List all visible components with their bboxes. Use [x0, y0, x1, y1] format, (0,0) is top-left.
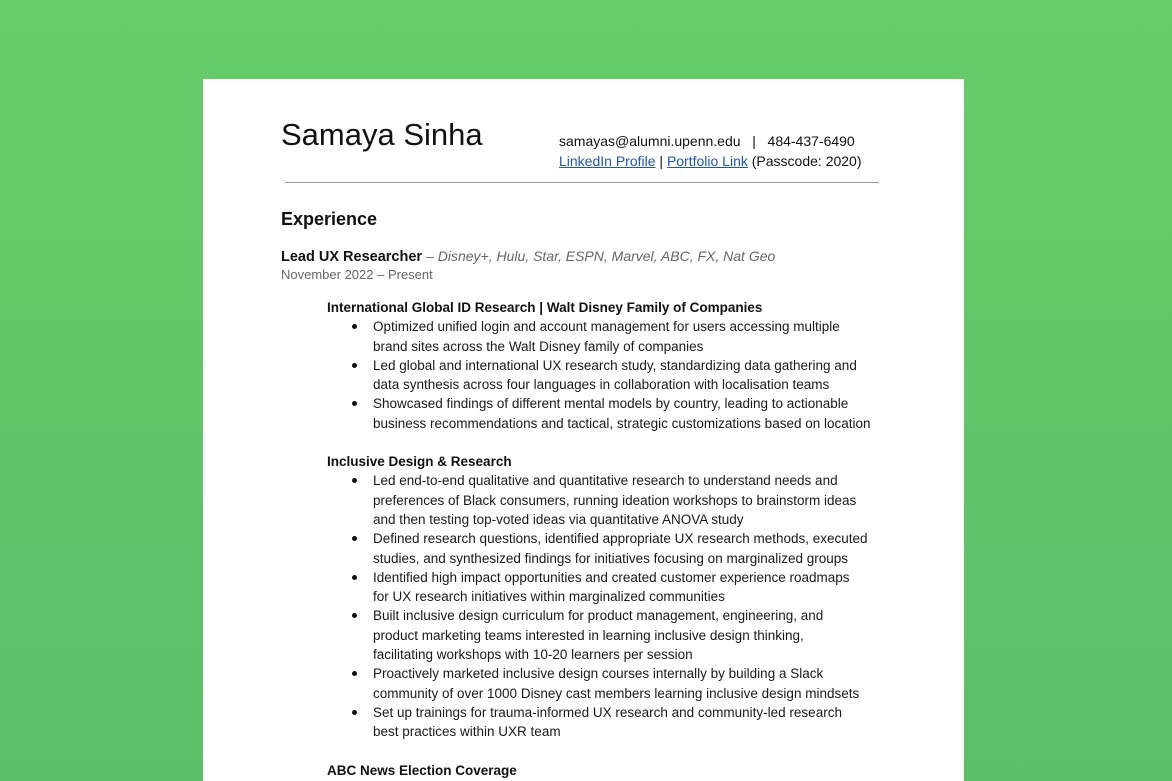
project-list: [327, 298, 897, 781]
bullet-text-line: product marketing teams interested in learning inclusive design thinking,: [373, 627, 804, 643]
project-block: [327, 452, 897, 741]
bullet-text-line: business recommendations and tactical, strategic customizations based on location: [373, 415, 871, 431]
project-title: International Global ID Research | Walt Disney Family of Companies: [327, 300, 763, 315]
candidate-name: Samaya Sinha: [281, 117, 483, 152]
phone-text: 484-437-6490: [767, 133, 855, 149]
bullet-item: [327, 394, 897, 433]
bullet-text-line: studies, and synthesized findings for initiatives focusing on marginalized groups: [373, 550, 849, 566]
project-block: [327, 761, 897, 780]
project-block: [327, 298, 897, 433]
bullet-text-line: Proactively marketed inclusive design courses internally by building a Slack: [373, 666, 824, 682]
bullet-text-line: Defined research questions, identified appropriate UX research methods, executed: [373, 531, 868, 547]
bullet-list: [327, 471, 897, 741]
contact-line-1: [559, 131, 862, 151]
bullet-text-line: Identified high impact opportunities and created customer experience roadmaps: [373, 569, 850, 585]
passcode-note: (Passcode: 2020): [751, 153, 862, 169]
bullet-text-line: Optimized unified login and account management for users accessing multiple: [373, 319, 840, 335]
contact-line-2: [559, 151, 862, 171]
contact-separator: |: [752, 133, 756, 149]
bullet-item: [327, 568, 897, 607]
bullet-item: [327, 356, 897, 395]
bullet-item: [327, 471, 897, 529]
bullet-text-line: Built inclusive design curriculum for product management, engineering, and: [373, 608, 824, 624]
bullet-text-line: best practices within UXR team: [373, 724, 561, 740]
job-title: Lead UX Researcher: [281, 249, 423, 265]
bullet-text-line: Set up trainings for trauma-informed UX research and community-led research: [373, 704, 842, 720]
project-title: Inclusive Design & Research: [327, 454, 512, 470]
job-header: [281, 247, 901, 267]
job-entry: [281, 247, 901, 283]
bullet-text-line: community of over 1000 Disney cast members learning inclusive design mindsets: [373, 685, 860, 701]
experience-heading: Experience: [281, 209, 378, 229]
bullet-list: [327, 317, 897, 433]
bullet-item: [327, 606, 897, 664]
job-company: – Disney+, Hulu, Star, ESPN, Marvel, ABC, FX, Nat Geo: [426, 248, 776, 264]
job-dates: November 2022 – Present: [281, 267, 433, 282]
bullet-text-line: Led end-to-end qualitative and quantitative research to understand needs and: [373, 473, 838, 489]
bullet-text-line: brand sites across the Walt Disney family of companies: [373, 338, 704, 354]
bullet-text-line: data synthesis across four languages in collaboration with localisation teams: [373, 377, 830, 393]
bullet-text-line: for UX research initiatives within marginalized communities: [373, 589, 725, 605]
bullet-item: [327, 664, 897, 703]
bullet-text-line: Showcased findings of different mental models by country, leading to actionable: [373, 396, 849, 412]
portfolio-link[interactable]: Portfolio Link: [666, 153, 748, 169]
email-text: samayas@alumni.upenn.edu: [559, 133, 741, 149]
bullet-item: [327, 529, 897, 568]
header-divider: [285, 182, 879, 183]
project-title: ABC News Election Coverage: [327, 762, 517, 778]
bullet-text-line: facilitating workshops with 10-20 learners per session: [373, 647, 693, 663]
contact-block: [559, 131, 862, 171]
link-separator: |: [659, 153, 664, 169]
bullet-text-line: and then testing top-voted ideas via quantitative ANOVA study: [373, 511, 744, 527]
bullet-text-line: preferences of Black consumers, running ideation workshops to brainstorm ideas: [373, 492, 857, 508]
bullet-item: [327, 703, 897, 742]
linkedin-link[interactable]: LinkedIn Profile: [559, 153, 656, 169]
resume-page: [203, 79, 964, 781]
bullet-item: [327, 317, 897, 356]
bullet-text-line: Led global and international UX research study, standardizing data gathering and: [373, 357, 857, 373]
